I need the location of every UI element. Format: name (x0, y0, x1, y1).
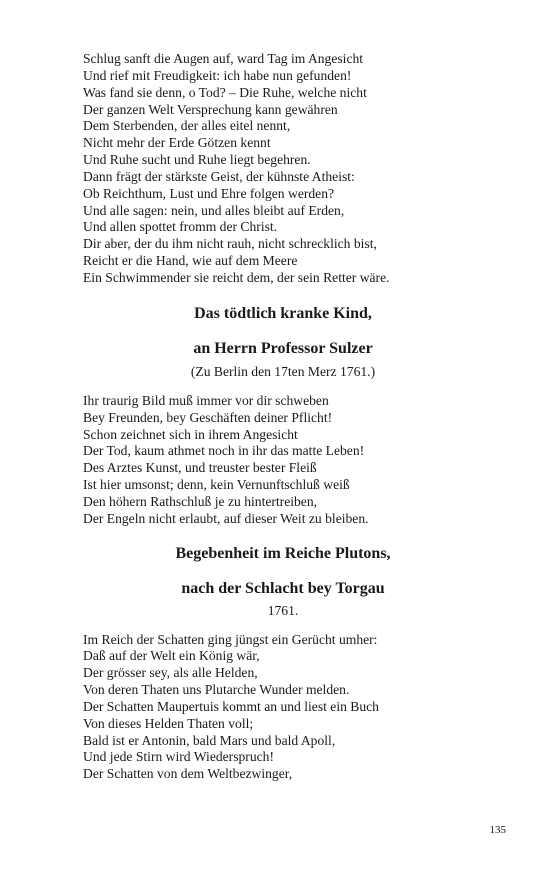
poem-line: Und Ruhe sucht und Ruhe liegt begehren. (83, 152, 311, 168)
poem3-stanza (83, 632, 483, 784)
poem-line: Daß auf der Welt ein König wär, (83, 648, 260, 664)
poem-line: Und jede Stirn wird Wiederspruch! (83, 749, 274, 765)
poem-line: Von deren Thaten uns Plutarche Wunder melden. (83, 682, 350, 698)
poem3-title-2: nach der Schlacht bey Torgau (181, 579, 385, 597)
poem-line: Dem Sterbenden, der alles eitel nennt, (83, 118, 291, 134)
poem3-title: Begebenheit im Reiche Plutons, (175, 544, 391, 562)
poem-line: Ihr traurig Bild muß immer vor dir schweben (83, 392, 329, 408)
poem-line: Der Tod, kaum athmet noch in ihr das matte Leben! (83, 443, 365, 459)
poem-line: Bald ist er Antonin, bald Mars und bald Apoll, (83, 732, 336, 748)
poem-line: Der ganzen Welt Versprechung kann gewähren (83, 101, 338, 117)
poem-line: Des Arztes Kunst, und treuster bester Fleiß (83, 460, 317, 476)
poem-line: Schlug sanft die Augen auf, ward Tag im Angesicht (83, 51, 364, 66)
poem-line: Ist hier umsonst; denn, kein Vernunftschluß weiß (83, 477, 350, 493)
poem-line: Der Schatten Maupertuis kommt an und liest ein Buch (83, 698, 379, 714)
poem2-subtitle: (Zu Berlin den 17ten Merz 1761.) (190, 363, 376, 379)
page-body (83, 51, 483, 783)
poem-line: Der grösser sey, als alle Helden, (83, 665, 258, 681)
poem-line: Ob Reichthum, Lust und Ehre folgen werden? (83, 185, 335, 201)
poem-line: Dann frägt der stärkste Geist, der kühnste Atheist: (83, 168, 355, 184)
poem2-title-2: an Herrn Professor Sulzer (193, 339, 373, 357)
poem-line: Im Reich der Schatten ging jüngst ein Gerücht umher: (83, 631, 378, 647)
poem1-stanza (83, 51, 483, 287)
poem-line: Den höhern Rathschluß je zu hintertreiben, (83, 493, 318, 509)
poem-line: Bey Freunden, bey Geschäften deiner Pflicht! (83, 409, 333, 425)
page-number: 135 (489, 824, 506, 836)
poem-line: Ein Schwimmender sie reicht dem, der sein Retter wäre. (83, 269, 390, 285)
poem2-stanza (83, 393, 483, 528)
poem-line: Der Engeln nicht erlaubt, auf dieser Weit zu bleiben. (83, 510, 369, 526)
poem-line: Und rief mit Freudigkeit: ich habe nun gefunden! (83, 67, 352, 83)
poem-line: Und alle sagen: nein, und alles bleibt auf Erden, (83, 202, 345, 218)
poem-line: Und allen spottet fromm der Christ. (83, 219, 278, 235)
poem-line: Der Schatten von dem Weltbezwinger, (83, 766, 293, 782)
poem-line: Von dieses Helden Thaten voll; (83, 715, 254, 731)
poem-line: Was fand sie denn, o Tod? – Die Ruhe, welche nicht (83, 84, 367, 100)
poem-line: Dir aber, der du ihm nicht rauh, nicht schrecklich bist, (83, 236, 377, 252)
poem-line: Nicht mehr der Erde Götzen kennt (83, 135, 271, 151)
poem2-title: Das tödtlich kranke Kind, (194, 304, 372, 322)
poem3-subtitle: 1761. (267, 602, 299, 618)
poem-line: Schon zeichnet sich in ihrem Angesicht (83, 426, 298, 442)
poem-line: Reicht er die Hand, wie auf dem Meere (83, 253, 298, 269)
